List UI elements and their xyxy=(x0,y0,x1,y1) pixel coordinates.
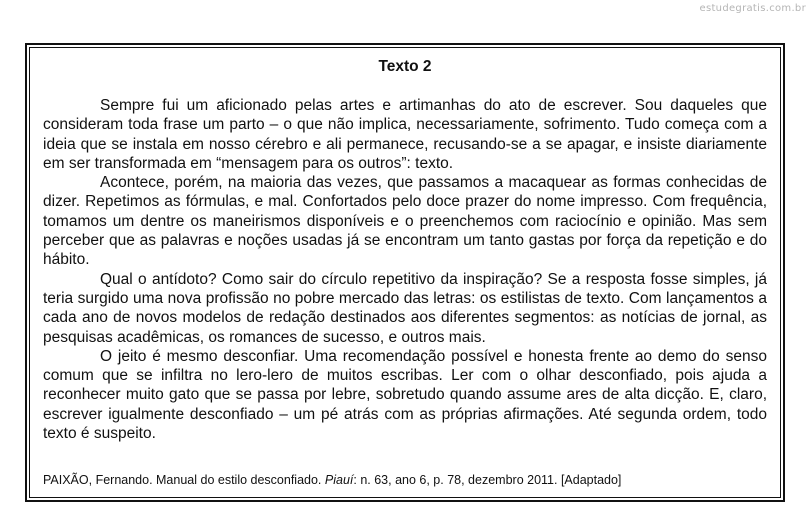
text-frame-inner xyxy=(29,47,781,498)
watermark: estudegratis.com.br xyxy=(699,3,806,14)
source-citation xyxy=(43,473,621,488)
text-title: Texto 2 xyxy=(378,58,432,75)
citation-publication: Piauí xyxy=(324,473,354,487)
text-body xyxy=(43,96,767,443)
citation-details: : n. 63, ano 6, p. 78, dezembro 2011. [Adaptado] xyxy=(353,473,622,487)
paragraph: Qual o antídoto? Como sair do círculo repetitivo da inspiração? Se a resposta fosse simples, já teria surgido uma nova profissão no pobre mercado das letras: os estilistas de texto. Com lançamentos a cada ano de novos modelos de redação destinados aos diferentes segmentos: as notícias de jornal, as pesquisas acadêmicas, os romances de sucesso, e outros mais. xyxy=(43,270,767,346)
paragraph: O jeito é mesmo desconfiar. Uma recomendação possível e honesta frente ao demo do senso comum que se infiltra no lero-lero de muitos escribas. Ler com o olhar desconfiado, pois ajuda a reconhecer muito gato que se passa por lebre, sobretudo quando assume ares de alta dicção. E, claro, escrever igualmente desconfiado – um pé atrás com as próprias afirmações. Até segunda ordem, todo texto é suspeito. xyxy=(43,347,767,443)
paragraph: Sempre fui um aficionado pelas artes e artimanhas do ato de escrever. Sou daqueles que consideram toda frase um parto – o que não implica, necessariamente, sofrimento. Tudo começa com a ideia que se instala em nosso cérebro e ali permanece, recusando-se a se apagar, e insiste diariamente em ser transformada em “mensagem para os outros”: texto. xyxy=(43,97,767,172)
text-frame xyxy=(25,43,785,502)
citation-author-title: PAIXÃO, Fernando. Manual do estilo desconfiado. xyxy=(43,473,325,487)
paragraph: Acontece, porém, na maioria das vezes, que passamos a macaquear as formas conhecidas de dizer. Repetimos as fórmulas, e mal. Confortados pelo doce prazer do nome impresso. Com frequência, tomamos um dentre os maneirismos disponíveis e o preenchemos com raciocínio e opinião. Mas sem perceber que as palavras e noções usadas já se encontram um tanto gastas por força da repetição e do hábito. xyxy=(43,174,767,269)
